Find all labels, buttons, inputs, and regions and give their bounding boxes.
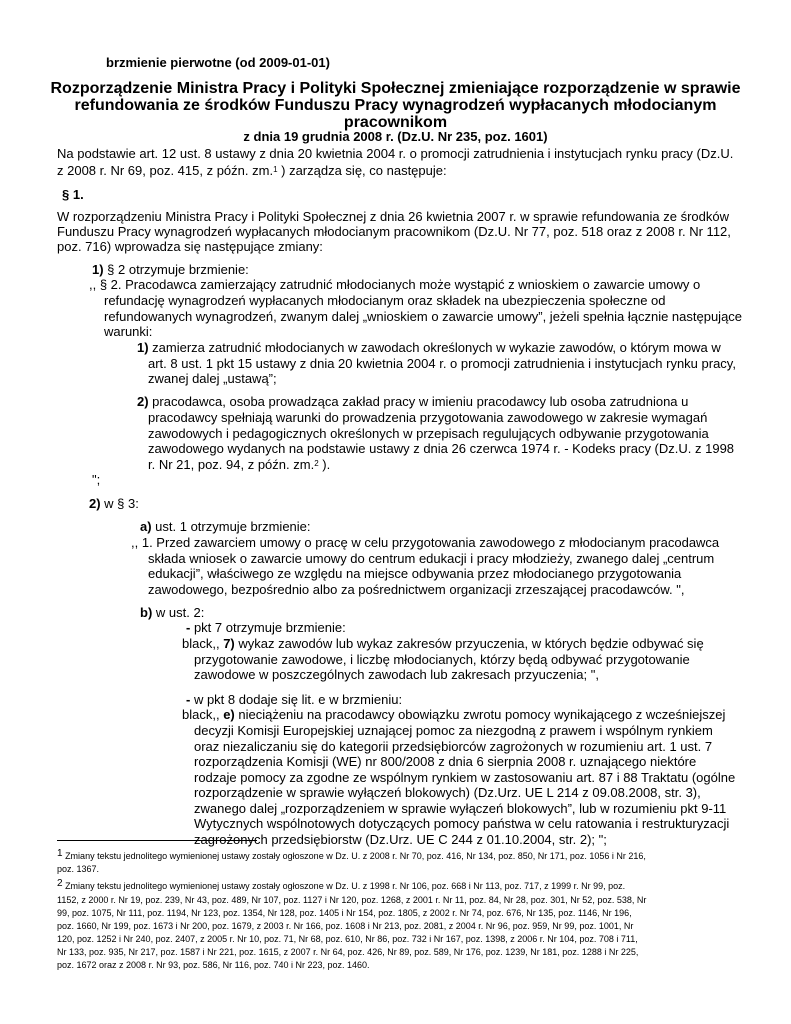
dash-item-1-line: zawodowe w poszczególnych zawodach lub zakresach przyuczenia; ", [194,667,599,682]
section-heading: § 1. [62,187,84,202]
condition-1-line: zwanej dalej „ustawą”; [148,371,277,386]
dash-item-2-line: oraz niezaliczaniu się do kategorii przedsiębiorców zagrożonych w rozumieniu art. 1 ust. 7 [194,739,713,754]
subitem-a-line: ,, 1. Przed zawarciem umowy o pracę w celu przygotowania zawodowego z młodocianym pracodawca [131,535,720,550]
footnote-2-line: 99, poz. 1075, Nr 111, poz. 1194, Nr 123, poz. 1354, Nr 128, poz. 1405 i Nr 154, poz. 1805, z 2002 r. Nr 74, poz. 676, Nr 135, poz. 1146, Nr 196, [57,908,632,918]
intro-line: W rozporządzeniu Ministra Pracy i Polityki Społecznej z dnia 26 kwietnia 2007 r. w sprawie refundowania ze środków [57,209,729,224]
footnote-2-line: 120, poz. 1252 i Nr 240, poz. 2407, z 2005 r. Nr 10, poz. 71, Nr 68, poz. 610, Nr 86, poz. 732 i Nr 167, poz. 1398, z 2006 r. Nr 104, poz. 708 i 711, [57,934,638,944]
condition-2-line: pracodawcy spełniają warunki do prowadzenia przygotowania zawodowego w zakresie wymagań [148,410,708,425]
dash-item-1-line: przygotowanie zawodowe, i liczbę młodocianych, którzy będą odbywać przygotowanie [194,652,690,667]
condition-1: 1) zamierza zatrudnić młodocianych w zawodach określonych w wykazie zawodów, o którym mowa w [137,340,721,355]
title-line: Rozporządzenie Ministra Pracy i Polityki Społecznej zmieniające rozporządzenie w sprawie [50,80,741,97]
footnote-mark: 2 [57,878,63,889]
footnote-2-line: poz. 1660, Nr 199, poz. 1673 i Nr 200, poz. 1679, z 2003 r. Nr 166, poz. 1608 i Nr 213, poz. 2081, z 2004 r. Nr 96, poz. 959, Nr 99, poz. 1001, Nr [57,921,634,931]
footnote-2-line: 1152, z 2000 r. Nr 19, poz. 239, Nr 43, poz. 489, Nr 107, poz. 1127 i Nr 120, poz. 1268, z 2001 r. Nr 11, poz. 84, Nr 28, poz. 301, Nr 52, poz. 538, Nr [57,895,647,905]
item-1-paragraph: refundację wynagrodzeń wypłacanych młodocianym oraz składek na ubezpieczenia społeczne od [104,293,666,308]
condition-2-line: r. Nr 21, poz. 94, z późn. zm.$^2$ ). [148,457,331,472]
condition-2-line: zawodowego wydanych na podstawie ustawy z dnia 26 czerwca 1974 r. - Kodeks pracy (Dz.U. z 1998 [148,441,735,456]
dash-item-2-line: black,, e) nieciążeniu na pracodawcy obowiązku zwrotu pomocy wynikającego z wcześniejszej [182,707,726,722]
footnote-1: $^1$ Zmiany tekstu jednolitego wymienionej ustawy zostały ogłoszone w Dz. U. z 2008 r. Nr 70, poz. 416, Nr 134, poz. 850, Nr 171, poz. 1056 i Nr 216, [57,848,646,861]
item-2: 2) w § 3: [89,496,139,511]
dash-item-2-line: zwanego dalej „rozporządzeniem w sprawie wyłączeń blokowych”, lub w rozumieniu pkt 9-11 [194,801,727,816]
title-line: pracownikom [343,114,448,131]
footnote-2-line: Nr 133, poz. 935, Nr 217, poz. 1587 i Nr 221, poz. 1615, z 2007 r. Nr 64, poz. 426, Nr 89, poz. 589, Nr 176, poz. 1239, Nr 181, poz. 1288 i Nr 225, [57,947,639,957]
condition-2-line: zawodowych i pedagogicznych określonych w przepisach regulujących odbywanie przygotowania [148,426,709,441]
subitem-a: a) ust. 1 otrzymuje brzmienie: [140,519,311,534]
dash-item-2: - w pkt 8 dodaje się lit. e w brzmieniu: [186,692,403,707]
subitem-a-line: edukacji”, właściwego ze względu na miejsce odbywania przez młodocianego przygotowania [148,566,682,581]
footnote-separator [57,840,257,841]
dash-item-2-line: zagrożonych przedsiębiorstw (Dz.Urz. UE C 244 z 01.10.2004, str. 2); "; [194,832,607,847]
footnote-1-line: poz. 1367. [57,864,100,874]
dash-item-2-line: Wytycznych wspólnotowych dotyczących pomocy państwa w celu ratowania i restrukturyzacji [194,816,730,831]
footnote-ref[interactable]: 2 [314,459,319,468]
condition-1-line: art. 8 ust. 1 pkt 15 ustawy z dnia 20 kwietnia 2004 r. o promocji zatrudnienia i instytucjach rynku pracy, [148,356,736,371]
subitem-a-line: zawodowego, bezpośrednio albo za pośrednictwem organizacji zrzeszającej pracodawców. ", [148,582,685,597]
item-1-paragraph: warunki: [104,324,153,339]
dash-item-1: - pkt 7 otrzymuje brzmienie: [186,620,346,635]
subitem-b: b) w ust. 2: [140,605,205,620]
item-1-close: "; [92,472,101,487]
preamble-line: z 2008 r. Nr 69, poz. 415, z późn. zm.$^1$ ) zarządza się, co następuje: [57,163,447,178]
dash-item-2-line: rozporządzenia Komisji (WE) nr 800/2008 z dnia 6 sierpnia 2008 r. uznającego niektóre [194,754,697,769]
footnote-ref[interactable]: 1 [273,165,278,174]
item-1-paragraph: refundowanych wynagrodzeń, zwanym dalej „wnioskiem o zawarcie umowy”, jeżeli spełnia łącznie następujące [104,309,743,324]
footnote-2: $^2$ Zmiany tekstu jednolitego wymienionej ustawy zostały ogłoszone w Dz. U. z 1998 r. Nr 106, poz. 668 i Nr 113, poz. 717, z 1999 r. Nr 99, poz. [57,878,626,891]
footnote-2-line: poz. 1672 oraz z 2008 r. Nr 93, poz. 586, Nr 116, poz. 740 i Nr 223, poz. 1460. [57,960,370,970]
document-date: z dnia 19 grudnia 2008 r. (Dz.U. Nr 235, poz. 1601) [243,129,548,144]
subitem-a-line: składa wniosek o zawarcie umowy do centrum edukacji i pracy młodzieży, zwanego dalej „centrum [148,551,715,566]
dash-item-2-line: rodzaje pomocy za zgodne ze wspólnym rynkiem w zastosowaniu art. 87 i 88 Traktatu (ogólne [194,770,736,785]
title-line: refundowania ze środków Funduszu Pracy wynagrodzeń wypłacanych młodocianym [74,97,717,114]
document-title [50,80,741,131]
preamble-line: Na podstawie art. 12 ust. 8 ustawy z dnia 20 kwietnia 2004 r. o promocji zatrudnienia i instytucjach rynku pracy (Dz.U. [57,146,734,161]
dash-item-1-line: black,, 7) wykaz zawodów lub wykaz zakresów przyuczenia, w których będzie odbywać się [182,636,704,651]
footnote-mark: 1 [57,848,63,859]
item-1-paragraph: ,, § 2. Pracodawca zamierzający zatrudnić młodocianych może wystąpić z wnioskiem o zawarcie umowy o [89,277,701,292]
intro-line: poz. 716) wprowadza się następujące zmiany: [57,239,323,254]
status-label: brzmienie pierwotne (od 2009-01-01) [106,55,330,70]
dash-item-2-line: rozporządzenie w sprawie wyłączeń blokowych) (Dz.Urz. UE L 214 z 09.08.2008, str. 3), [194,785,701,800]
condition-2: 2) pracodawca, osoba prowadząca zakład pracy w imieniu pracodawcy lub osoba zatrudniona u [137,394,689,409]
item-1: 1) § 2 otrzymuje brzmienie: [92,262,249,277]
dash-item-2-line: decyzji Komisji Europejskiej uznającej pomoc za niezgodną z prawem i wspólnym rynkiem [194,723,713,738]
intro-line: Funduszu Pracy wynagrodzeń wypłacanych młodocianym pracownikom (Dz.U. Nr 77, poz. 518 oraz z 2008 r. Nr 112, [57,224,731,239]
